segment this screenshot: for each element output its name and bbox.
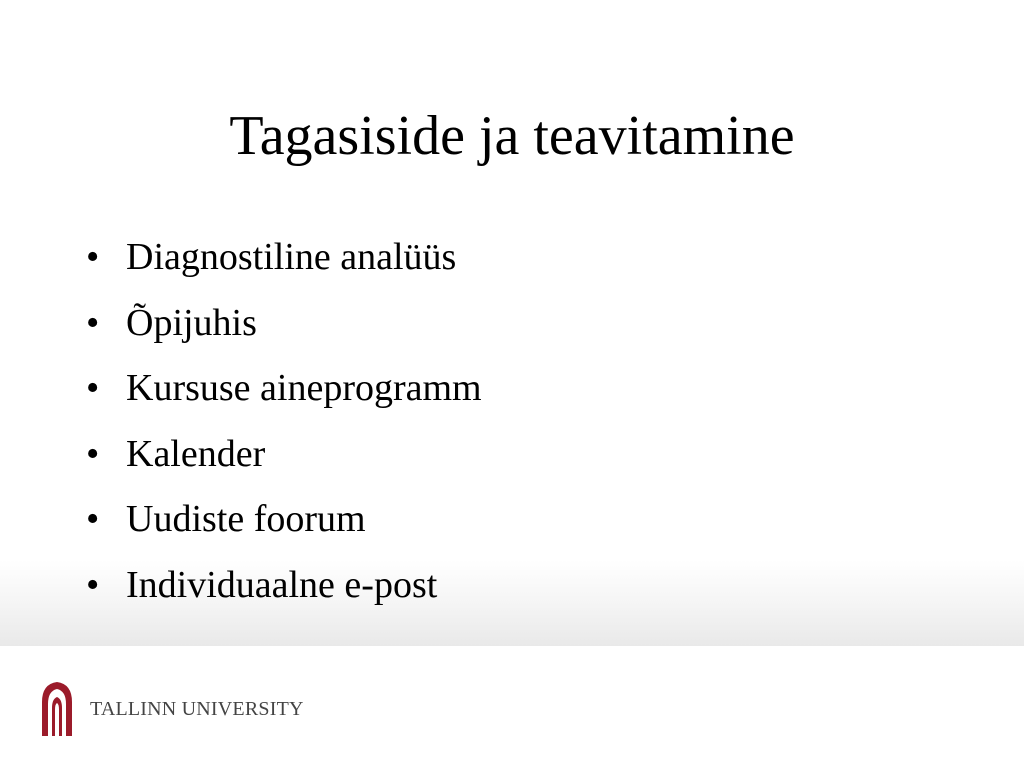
university-logo: [38, 680, 304, 738]
bullet-dot-icon: •: [86, 367, 100, 409]
bullet-text: Kursuse aineprogramm: [126, 367, 482, 409]
bullet-dot-icon: •: [86, 301, 100, 344]
bullet-item: [86, 488, 482, 554]
slide-title: Tagasiside ja teavitamine: [229, 105, 795, 167]
bullet-item: [86, 357, 482, 423]
bullet-item: [86, 292, 482, 358]
bullet-text: Õpijuhis: [126, 301, 257, 344]
bullet-dot-icon: •: [86, 498, 100, 540]
bullet-text: Diagnostiline analüüs: [126, 236, 457, 278]
bullet-item: [86, 226, 482, 292]
bullet-text: Uudiste foorum: [126, 498, 366, 540]
bullet-dot-icon: •: [86, 432, 100, 475]
bullet-text: Kalender: [126, 432, 266, 475]
tallinn-university-arch-icon: [38, 680, 76, 738]
bullet-item: [86, 554, 482, 620]
bullet-text: Individuaalne e-post: [126, 563, 438, 606]
bullet-dot-icon: •: [86, 563, 100, 606]
bullet-item: [86, 423, 482, 489]
logo-text: TALLINN UNIVERSITY: [90, 697, 304, 720]
bullet-list: [86, 226, 482, 619]
bullet-dot-icon: •: [86, 236, 100, 278]
